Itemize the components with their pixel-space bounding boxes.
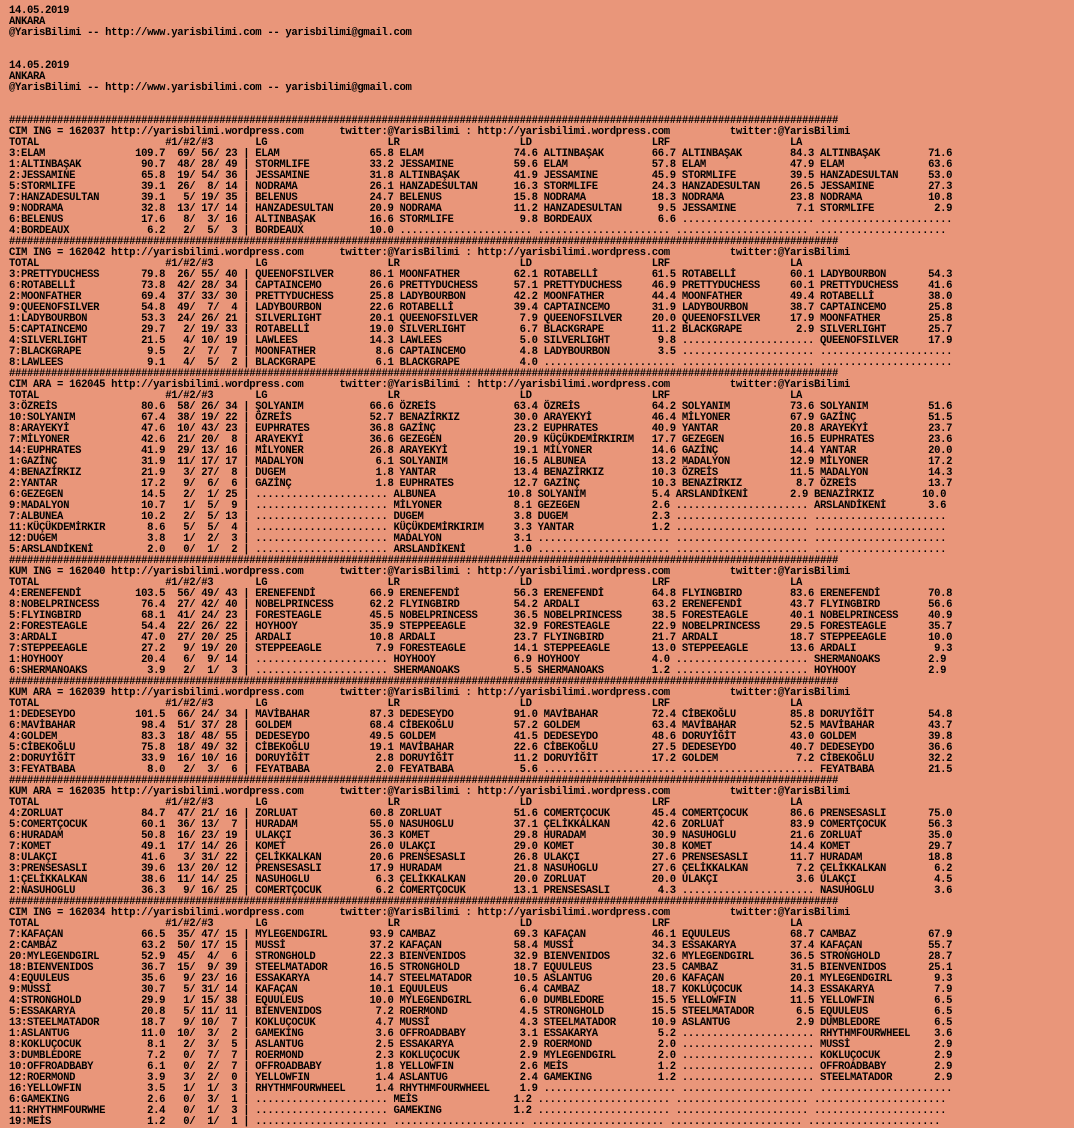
result-row: 7:MİLYONER 42.6 21/ 20/ 8 | ARAYEKYİ 36.6 GEZEGEN 20.9 KÜÇÜKDEMİRKIRIM 17.7 GEZEGEN 16.5 EUPHRATES 23.6: [9, 434, 953, 446]
result-row: 5:CİBEKOĞLU 75.8 18/ 49/ 32 | CİBEKOĞLU 19.1 MAVİBAHAR 22.6 CİBEKOĞLU 27.5 DEDESEYDO 40.7 DEDESEYDO 36.6: [9, 742, 953, 754]
race-header: KUM ARA = 162039 http://yarisbilimi.wordpress.com twitter:@YarisBilimi : http://yarisbilimi.wordpress.com twitter:@YarisBilimi: [9, 687, 851, 699]
section-separator: ##########################################################################################################################################: [9, 775, 839, 787]
result-row: 8:ARAYEKYİ 47.6 10/ 43/ 23 | EUPHRATES 36.8 GAZİNÇ 23.2 EUPHRATES 40.9 YANTAR 20.8 ARAYEKYİ 23.7: [9, 423, 953, 435]
result-row: 9:QUEENOFSILVER 54.8 49/ 7/ 4 | LADYBOURBON 22.6 ROTABELLİ 39.4 CAPTAINCEMO 31.9 LADYBOURBON 38.7 CAPTAINCEMO 25.8: [9, 302, 953, 314]
section-separator: ##########################################################################################################################################: [9, 115, 839, 127]
result-row: 1:GAZİNÇ 31.9 11/ 17/ 17 | MADALYON 6.1 SOLYANIM 16.5 ALBUNEA 13.2 MADALYON 12.9 MİLYONER 17.2: [9, 456, 953, 468]
result-row: 4:BORDEAUX 6.2 2/ 5/ 3 | BORDEAUX 10.0 ...................... ...................... ...................... ......................: [9, 225, 947, 237]
result-row: 6:BELENUS 17.6 8/ 3/ 16 | ALTINBAŞAK 16.6 STORMLIFE 9.8 BORDEAUX 6.6 ...................... ......................: [9, 214, 953, 226]
result-row: 1:ALTINBAŞAK 90.7 48/ 28/ 49 | STORMLIFE 33.2 JESSAMINE 59.6 ELAM 57.8 ELAM 47.9 ELAM 63.6: [9, 159, 953, 171]
result-row: 19:MEİS 1.2 0/ 1/ 1 | ...................... ...................... ...................... ...................... ......................: [9, 1116, 941, 1128]
result-row: 5:ESSAKARYA 20.8 5/ 11/ 11 | BIENVENIDOS 7.2 ROERMOND 4.5 STRONGHOLD 15.5 STEELMATADOR 6.5 EQUULEUS 6.5: [9, 1006, 953, 1018]
result-row: 10:OFFROADBABY 6.1 0/ 2/ 7 | OFFROADBABY 1.8 YELLOWFIN 2.6 MEİS 1.2 ...................... OFFROADBABY 2.9: [9, 1061, 953, 1073]
result-row: 14:EUPHRATES 41.9 29/ 13/ 16 | MİLYONER 26.8 ARAYEKYİ 19.1 MİLYONER 14.6 GAZİNÇ 14.4 YANTAR 20.0: [9, 445, 953, 457]
result-row: 12:DUGEM 3.8 1/ 2/ 3 | ...................... MADALYON 3.1 ...................... ...................... ......................: [9, 533, 947, 545]
section-separator: ##########################################################################################################################################: [9, 555, 839, 567]
result-row: 7:HANZADESULTAN 39.1 5/ 19/ 35 | BELENUS 24.7 BELENUS 15.8 NODRAMA 18.3 NODRAMA 23.8 NODRAMA 10.8: [9, 192, 953, 204]
text-line: 14.05.2019: [9, 60, 70, 72]
result-row: 9:NODRAMA 32.8 13/ 17/ 14 | HANZADESULTAN 20.9 NODRAMA 11.2 HANZADESULTAN 9.5 JESSAMINE 7.1 STORMLIFE 2.9: [9, 203, 953, 215]
result-row: 5:COMERTÇOCUK 60.1 36/ 13/ 7 | HURADAM 55.0 NASUHOGLU 37.1 ÇELİKKALKAN 42.6 ZORLUAT 83.9 COMERTÇOCUK 56.3: [9, 819, 953, 831]
result-row: 6:GEZEGEN 14.5 2/ 1/ 25 | ...................... ALBUNEA 10.8 SOLYANIM 5.4 ARSLANDİKENİ 2.9 BENAZİRKIZ 10.0: [9, 489, 947, 501]
text-line: @YarisBilimi -- http://www.yarisbilimi.com -- yarisbilimi@gmail.com: [9, 82, 412, 94]
result-row: 1:HOYHOOY 20.4 6/ 9/ 14 | ...................... HOYHOOY 6.9 HOYHOOY 4.0 ...................... SHERMANOAKS 2.9: [9, 654, 947, 666]
result-row: 7:ALBUNEA 10.2 2/ 5/ 13 | ...................... DUGEM 3.8 DUGEM 2.3 ...................... ......................: [9, 511, 947, 523]
text-line: ANKARA: [9, 16, 46, 28]
section-separator: ##########################################################################################################################################: [9, 368, 839, 380]
column-header-row: TOTAL #1/#2/#3 LG LR LD LRF LA: [9, 390, 802, 402]
result-row: 3:ÖZREİS 80.6 58/ 26/ 34 | ŞOLYANIM 66.6 ÖZREİS 63.4 ÖZREİS 64.2 SOLYANIM 73.6 SOLYANIM 51.6: [9, 401, 953, 413]
section-separator: ##########################################################################################################################################: [9, 236, 839, 248]
result-row: 4:BENAZİRKIZ 21.9 3/ 27/ 8 | DUGEM 1.8 YANTAR 13.4 BENAZİRKIZ 10.3 ÖZREİS 11.5 MADALYON 14.3: [9, 467, 953, 479]
result-row: 5:FLYINGBIRD 68.1 41/ 24/ 23 | FORESTEAGLE 45.5 NOBELPRINCESS 36.5 NOBELPRINCESS 38.5 FORESTEAGLE 40.1 NOBELPRINCESS 40.9: [9, 610, 953, 622]
result-row: 2:CAMBAZ 63.2 50/ 17/ 15 | MUSSİ 37.2 KAFAÇAN 58.4 MUSSİ 34.3 ESSAKARYA 37.4 KAFAÇAN 55.7: [9, 940, 953, 952]
result-row: 10:SOLYANIM 67.4 38/ 19/ 22 | ÖZREİS 52.7 BENAZİRKIZ 30.0 ARAYEKYİ 46.4 MİLYONER 67.9 GAZİNÇ 51.5: [9, 412, 953, 424]
race-header: KUM ING = 162040 http://yarisbilimi.wordpress.com twitter:@YarisBilimi : http://yarisbilimi.wordpress.com twitter:@YarisBilimi: [9, 566, 851, 578]
column-header-row: TOTAL #1/#2/#3 LG LR LD LRF LA: [9, 258, 802, 270]
result-row: 7:KOMET 49.1 17/ 14/ 26 | KOMET 26.0 ULAKÇI 29.0 KOMET 30.8 KOMET 14.4 KOMET 29.7: [9, 841, 953, 853]
result-row: 2:YANTAR 17.2 9/ 6/ 6 | GAZİNÇ 1.8 EUPHRATES 12.7 GAZİNÇ 10.3 BENAZİRKIZ 8.7 ÖZREİS 13.7: [9, 478, 953, 490]
result-row: 4:STRONGHOLD 29.9 1/ 15/ 38 | EQUULEUS 10.0 MYLEGENDGIRL 6.0 DUMBLEDORE 15.5 YELLOWFIN 11.5 YELLOWFIN 6.5: [9, 995, 953, 1007]
column-header-row: TOTAL #1/#2/#3 LG LR LD LRF LA: [9, 918, 802, 930]
result-row: 5:ARSLANDİKENİ 2.0 0/ 1/ 2 | ...................... ARSLANDİKENİ 1.0 ...................... ...................... ......................: [9, 544, 947, 556]
result-row: 3:FEYATBABA 8.0 2/ 3/ 6 | FEYATBABA 2.0 FEYATBABA 5.6 ...................... ...................... FEYATBABA 21.5: [9, 764, 953, 776]
results-document: [9, 6, 952, 1128]
result-row: 4:ERENEFENDİ 103.5 56/ 49/ 43 | ERENEFENDİ 66.9 ERENEFENDİ 56.3 ERENEFENDİ 64.8 FLYINGBIRD 83.6 ERENEFENDİ 70.8: [9, 588, 953, 600]
result-row: 6:ROTABELLİ 73.8 42/ 28/ 34 | CAPTAINCEMO 26.6 PRETTYDUCHESS 57.1 PRETTYDUCHESS 46.9 PRETTYDUCHESS 60.1 PRETTYDUCHESS 41.6: [9, 280, 953, 292]
result-row: 12:ROERMOND 3.9 3/ 2/ 0 | YELLOWFIN 1.4 ASLANTUG 2.4 GAMEKING 1.2 ...................... STEELMATADOR 2.9: [9, 1072, 953, 1084]
result-row: 2:NASUHOGLU 36.3 9/ 16/ 25 | COMERTÇOCUK 6.2 COMERTÇOCUK 13.1 PRENSESASLI 4.3 ...................... NASUHOGLU 3.6: [9, 885, 953, 897]
result-row: 8:KOKLUÇOCUK 8.1 2/ 3/ 5 | ASLANTUG 2.5 ESSAKARYA 2.9 ROERMOND 2.0 ...................... MUSSİ 2.9: [9, 1039, 953, 1051]
result-row: 9:MADALYON 10.7 1/ 5/ 9 | ...................... MİLYONER 8.1 GEZEGEN 2.6 ...................... ARSLANDİKENİ 3.6: [9, 500, 947, 512]
result-row: 7:KAFAÇAN 66.5 35/ 47/ 15 | MYLEGENDGIRL 93.9 CAMBAZ 69.3 KAFAÇAN 46.1 EQUULEUS 68.7 CAMBAZ 67.9: [9, 929, 953, 941]
result-row: 13:STEELMATADOR 18.7 9/ 10/ 7 | KOKLUÇOCUK 4.7 MUSSİ 4.3 STEELMATADOR 10.9 ASLANTUG 2.9 DUMBLEDORE 6.5: [9, 1017, 953, 1029]
result-row: 8:ULAKÇI 41.6 3/ 31/ 22 | ÇELİKKALKAN 20.6 PRENSESASLI 26.8 ULAKÇI 27.6 PRENSESASLI 11.7 HURADAM 18.8: [9, 852, 953, 864]
blank-line: [9, 39, 952, 50]
column-header-row: TOTAL #1/#2/#3 LG LR LD LRF LA: [9, 698, 802, 710]
result-row: 2:FORESTEAGLE 54.4 22/ 26/ 22 | HOYHOOY 35.9 STEPPEEAGLE 32.9 FORESTEAGLE 22.9 NOBELPRINCESS 29.5 FORESTEAGLE 35.7: [9, 621, 953, 633]
result-row: 6:GAMEKING 2.6 0/ 3/ 1 | ...................... MEİS 1.2 ...................... ...................... ......................: [9, 1094, 947, 1106]
result-row: 16:YELLOWFIN 3.5 1/ 1/ 3 | RHYTHMFOURWHEEL 1.4 RHYTHMFOURWHEEL 1.9 ...................... ...................... ......................: [9, 1083, 953, 1095]
result-row: 3:PRETTYDUCHESS 79.8 26/ 55/ 40 | QUEENOFSILVER 86.1 MOONFATHER 62.1 ROTABELLİ 61.5 ROTABELLİ 60.1 LADYBOURBON 54.3: [9, 269, 953, 281]
race-header: CIM ING = 162034 http://yarisbilimi.wordpress.com twitter:@YarisBilimi : http://yarisbilimi.wordpress.com twitter:@YarisBilimi: [9, 907, 851, 919]
blank-line: [9, 50, 952, 61]
race-header: CIM ING = 162042 http://yarisbilimi.wordpress.com twitter:@YarisBilimi : http://yarisbilimi.wordpress.com twitter:@YarisBilimi: [9, 247, 851, 259]
race-header: CIM ING = 162037 http://yarisbilimi.wordpress.com twitter:@YarisBilimi : http://yarisbilimi.wordpress.com twitter:@YarisBilimi: [9, 126, 851, 138]
result-row: 4:GOLDEM 83.3 18/ 48/ 55 | DEDESEYDO 49.5 GOLDEM 41.5 DEDESEYDO 48.6 DORUYİĞİT 43.0 GOLDEM 39.8: [9, 731, 953, 743]
result-row: 5:CAPTAINCEMO 29.7 2/ 19/ 33 | ROTABELLİ 19.0 SILVERLIGHT 6.7 BLACKGRAPE 11.2 BLACKGRAPE 2.9 SILVERLIGHT 25.7: [9, 324, 953, 336]
result-row: 1:ASLANTUG 11.0 10/ 3/ 2 | GAMEKING 3.6 OFFROADBABY 3.1 ESSAKARYA 5.2 ...................... RHYTHMFOURWHEEL 3.6: [9, 1028, 953, 1040]
result-row: 3:PRENSESASLI 39.6 13/ 20/ 12 | PRENSESASLI 17.9 HURADAM 21.8 NASUHOGLU 27.6 ÇELİKKALKAN 7.2 ÇELİKKALKAN 6.2: [9, 863, 953, 875]
result-row: 2:JESSAMINE 65.8 19/ 54/ 36 | JESSAMINE 31.8 ALTINBAŞAK 41.9 JESSAMINE 45.9 STORMLIFE 39.5 HANZADESULTAN 53.0: [9, 170, 953, 182]
race-header: CIM ARA = 162045 http://yarisbilimi.wordpress.com twitter:@YarisBilimi : http://yarisbilimi.wordpress.com twitter:@YarisBilimi: [9, 379, 851, 391]
column-header-row: TOTAL #1/#2/#3 LG LR LD LRF LA: [9, 577, 802, 589]
result-row: 3:ARDALI 47.0 27/ 20/ 25 | ARDALI 10.8 ARDALI 23.7 FLYINGBIRD 21.7 ARDALI 18.7 STEPPEEAGLE 10.0: [9, 632, 953, 644]
result-row: 2:MOONFATHER 69.4 37/ 33/ 30 | PRETTYDUCHESS 25.8 LADYBOURBON 42.2 MOONFATHER 44.4 MOONFATHER 49.4 ROTABELLİ 38.0: [9, 291, 953, 303]
result-row: 7:BLACKGRAPE 9.5 2/ 7/ 7 | MOONFATHER 8.6 CAPTAINCEMO 4.8 LADYBOURBON 3.5 ...................... ......................: [9, 346, 953, 358]
result-row: 9:MUSSİ 30.7 5/ 31/ 14 | KAFAÇAN 10.1 EQUULEUS 6.4 CAMBAZ 18.7 KOKLUÇOCUK 14.3 ESSAKARYA 7.9: [9, 984, 953, 996]
result-row: 1:DEDESEYDO 101.5 66/ 24/ 34 | MAVİBAHAR 87.3 DEDESEYDO 91.0 MAVİBAHAR 72.4 CİBEKOĞLU 85.8 DORUYİĞİT 54.8: [9, 709, 953, 721]
result-row: 3:ELAM 109.7 69/ 56/ 23 | ELAM 65.8 ELAM 74.6 ALTINBAŞAK 66.7 ALTINBAŞAK 84.3 ALTINBAŞAK 71.6: [9, 148, 953, 160]
result-row: 11:KÜÇÜKDEMİRKIR 8.6 5/ 5/ 4 | ...................... KÜÇÜKDEMİRKIRIM 3.3 YANTAR 1.2 ...................... ......................: [9, 522, 947, 534]
text-line: 14.05.2019: [9, 5, 70, 17]
result-row: 2:DORUYİĞİT 33.9 16/ 10/ 16 | DORUYİĞİT 2.8 DORUYİĞİT 11.2 DORUYİĞİT 17.2 GOLDEM 7.2 CİBEKOĞLU 32.2: [9, 753, 953, 765]
result-row: 1:LADYBOURBON 53.3 24/ 26/ 21 | SILVERLIGHT 20.1 QUEENOFSILVER 7.9 QUEENOFSILVER 20.0 QUEENOFSILVER 17.9 MOONFATHER 25.8: [9, 313, 953, 325]
result-row: 6:SHERMANOAKS 3.9 2/ 1/ 3 | ...................... SHERMANOAKS 5.5 SHERMANOAKS 1.2 ...................... HOYHOOY 2.9: [9, 665, 947, 677]
section-separator: ##########################################################################################################################################: [9, 896, 839, 908]
result-row: 1:ÇELİKKALKAN 38.6 11/ 14/ 25 | NASUHOGLU 6.3 ÇELİKKALKAN 20.0 ZORLUAT 20.0 ULAKÇI 3.6 ULAKÇI 4.5: [9, 874, 953, 886]
result-row: 5:STORMLIFE 39.1 26/ 8/ 14 | NODRAMA 26.1 HANZADESULTAN 16.3 STORMLIFE 24.3 HANZADESULTAN 26.5 JESSAMINE 27.3: [9, 181, 953, 193]
column-header-row: TOTAL #1/#2/#3 LG LR LD LRF LA: [9, 797, 802, 809]
result-row: 4:ZORLUAT 84.7 47/ 21/ 16 | ZORLUAT 60.8 ZORLUAT 51.6 COMERTÇOCUK 45.4 COMERTÇOCUK 86.6 PRENSESASLI 75.0: [9, 808, 953, 820]
race-header: KUM ARA = 162035 http://yarisbilimi.wordpress.com twitter:@YarisBilimi : http://yarisbilimi.wordpress.com twitter:@YarisBilimi: [9, 786, 851, 798]
result-row: 6:HURADAM 50.8 16/ 23/ 19 | ULAKÇI 36.3 KOMET 29.8 HURADAM 30.9 NASUHOGLU 21.6 ZORLUAT 35.0: [9, 830, 953, 842]
section-separator: ##########################################################################################################################################: [9, 676, 839, 688]
result-row: 20:MYLEGENDGIRL 52.9 45/ 4/ 6 | STRONGHOLD 22.3 BIENVENIDOS 32.9 BIENVENIDOS 32.6 MYLEGENDGIRL 36.5 STRONGHOLD 28.7: [9, 951, 953, 963]
result-row: 3:DUMBLEDORE 7.2 0/ 7/ 7 | ROERMOND 2.3 KOKLUÇOCUK 2.9 MYLEGENDGIRL 2.0 ...................... KOKLUÇOCUK 2.9: [9, 1050, 953, 1062]
result-row: 11:RHYTHMFOURWHE 2.4 0/ 1/ 3 | ...................... GAMEKING 1.2 ...................... ...................... ......................: [9, 1105, 947, 1117]
column-header-row: TOTAL #1/#2/#3 LG LR LD LRF LA: [9, 137, 802, 149]
text-line: ANKARA: [9, 71, 46, 83]
result-row: 4:SILVERLIGHT 21.5 4/ 10/ 19 | LAWLEES 14.3 LAWLEES 5.0 SILVERLIGHT 9.8 ...................... QUEENOFSILVER 17.9: [9, 335, 953, 347]
text-line: @YarisBilimi -- http://www.yarisbilimi.com -- yarisbilimi@gmail.com: [9, 27, 412, 39]
result-row: 8:LAWLEES 9.1 4/ 5/ 2 | BLACKGRAPE 6.1 BLACKGRAPE 4.0 ...................... ...................... ......................: [9, 357, 953, 369]
result-row: 8:NOBELPRINCESS 76.4 27/ 42/ 40 | NOBELPRINCESS 62.2 FLYINGBIRD 54.2 ARDALI 63.2 ERENEFENDİ 43.7 FLYINGBIRD 56.6: [9, 599, 953, 611]
result-row: 7:STEPPEEAGLE 27.2 9/ 19/ 20 | STEPPEEAGLE 7.9 FORESTEAGLE 14.1 STEPPEEAGLE 13.0 STEPPEEAGLE 13.6 ARDALI 9.3: [9, 643, 953, 655]
result-row: 4:EQUULEUS 35.6 9/ 23/ 16 | ESSAKARYA 14.7 STEELMATADOR 10.5 ASLANTUG 20.6 KAFAÇAN 20.1 MYLEGENDGIRL 9.3: [9, 973, 953, 985]
blank-line: [9, 94, 952, 105]
result-row: 6:MAVİBAHAR 98.4 51/ 37/ 28 | GOLDEM 68.4 CİBEKOĞLU 57.2 GOLDEM 63.4 MAVİBAHAR 52.5 MAVİBAHAR 43.7: [9, 720, 953, 732]
result-row: 18:BIENVENIDOS 36.7 15/ 9/ 39 | STEELMATADOR 16.5 STRONGHOLD 18.7 EQUULEUS 23.5 CAMBAZ 31.5 BIENVENIDOS 25.1: [9, 962, 953, 974]
